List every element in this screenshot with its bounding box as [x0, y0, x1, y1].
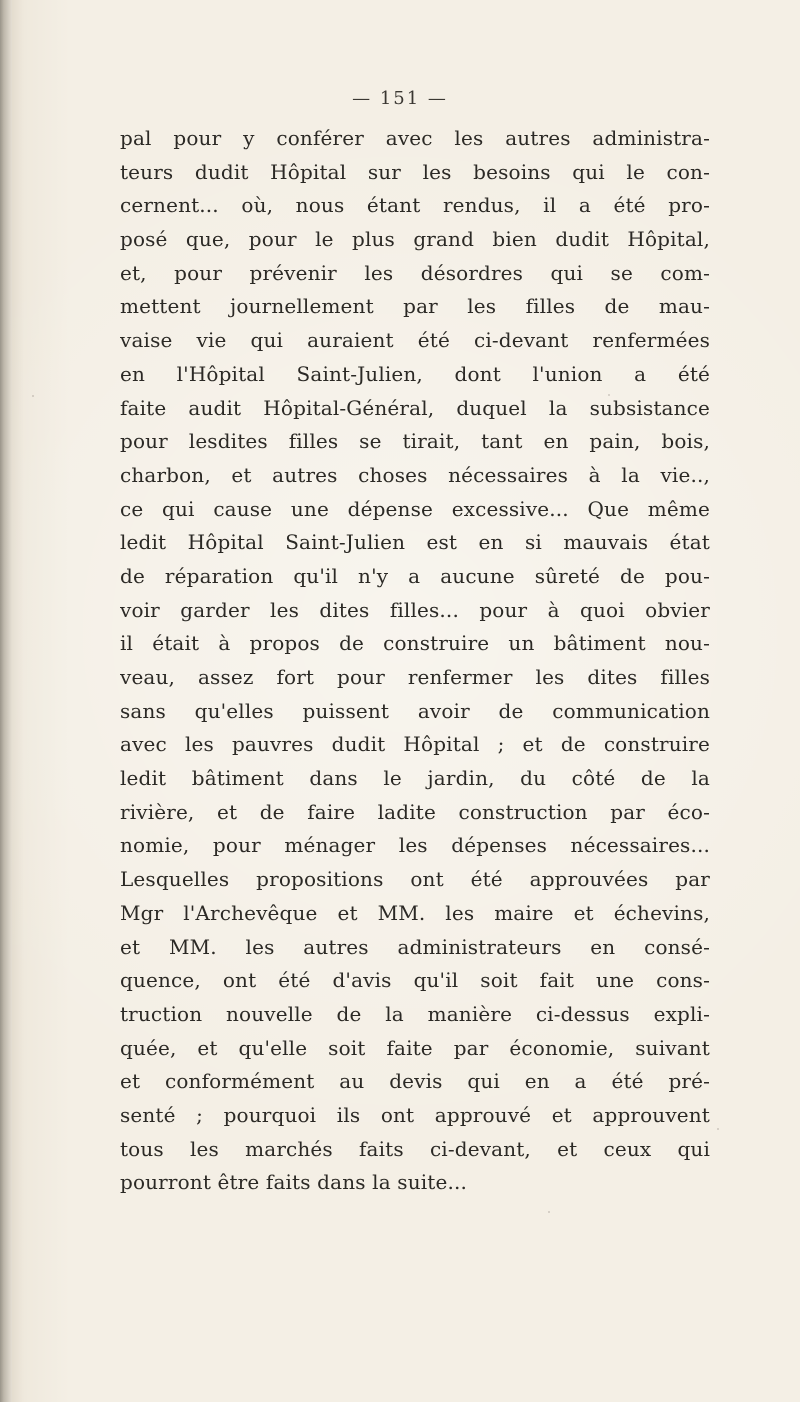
text-line: Lesquelles propositions ont été approuvées par: [120, 867, 710, 892]
page-number: — 151 —: [352, 88, 448, 109]
text-line: et conformément au devis qui en a été pré-: [120, 1069, 710, 1094]
text-line: posé que, pour le plus grand bien dudit Hôpital,: [120, 227, 710, 252]
text-line: en l'Hôpital Saint-Julien, dont l'union a été: [120, 361, 710, 386]
text-line: nomie, pour ménager les dépenses nécessaires...: [120, 833, 710, 858]
text-line: quée, et qu'elle soit faite par économie, suivant: [120, 1035, 710, 1060]
paper-speck: [548, 1211, 550, 1213]
paper-speck: [608, 394, 610, 396]
text-line: quence, ont été d'avis qu'il soit fait une cons-: [120, 968, 710, 993]
paper-speck: [717, 1128, 719, 1130]
text-line: de réparation qu'il n'y a aucune sûreté de pou-: [120, 563, 710, 588]
text-line: ce qui cause une dépense excessive... Que même: [120, 496, 710, 521]
text-line: senté ; pourquoi ils ont approuvé et approuvent: [120, 1102, 710, 1127]
text-line: ledit Hôpital Saint-Julien est en si mauvais état: [120, 530, 710, 555]
page-gutter-shadow: [0, 0, 12, 1402]
text-line: mettent journellement par les filles de mau-: [120, 294, 710, 319]
text-line: cernent... où, nous étant rendus, il a été pro-: [120, 193, 710, 218]
text-line: il était à propos de construire un bâtiment nou-: [120, 631, 710, 656]
text-line: pour lesdites filles se tirait, tant en pain, bois,: [120, 429, 710, 454]
text-line: sans qu'elles puissent avoir de communication: [120, 698, 710, 723]
text-line: vaise vie qui auraient été ci-devant renfermées: [120, 328, 710, 353]
text-line: et, pour prévenir les désordres qui se com-: [120, 260, 710, 285]
text-line: charbon, et autres choses nécessaires à la vie..,: [120, 462, 710, 487]
text-line: faite audit Hôpital-Général, duquel la subsistance: [120, 395, 710, 420]
text-line: rivière, et de faire ladite construction par éco-: [120, 799, 710, 824]
text-line: ledit bâtiment dans le jardin, du côté de la: [120, 766, 710, 791]
text-line: teurs dudit Hôpital sur les besoins qui le con-: [120, 159, 710, 184]
text-line: pourront être faits dans la suite...: [120, 1170, 467, 1195]
text-line: voir garder les dites filles... pour à quoi obvier: [120, 597, 710, 622]
text-line: truction nouvelle de la manière ci-dessus expli-: [120, 1001, 710, 1026]
text-line: Mgr l'Archevêque et MM. les maire et échevins,: [120, 900, 710, 925]
paper-speck: [32, 395, 34, 397]
body-text: [120, 122, 710, 1200]
text-line: tous les marchés faits ci-devant, et ceux qui: [120, 1136, 710, 1161]
text-line: pal pour y conférer avec les autres administra-: [120, 126, 710, 150]
text-line: veau, assez fort pour renfermer les dites filles: [120, 665, 710, 689]
text-line: et MM. les autres administrateurs en consé-: [120, 934, 710, 959]
text-line: avec les pauvres dudit Hôpital ; et de construire: [120, 732, 710, 757]
